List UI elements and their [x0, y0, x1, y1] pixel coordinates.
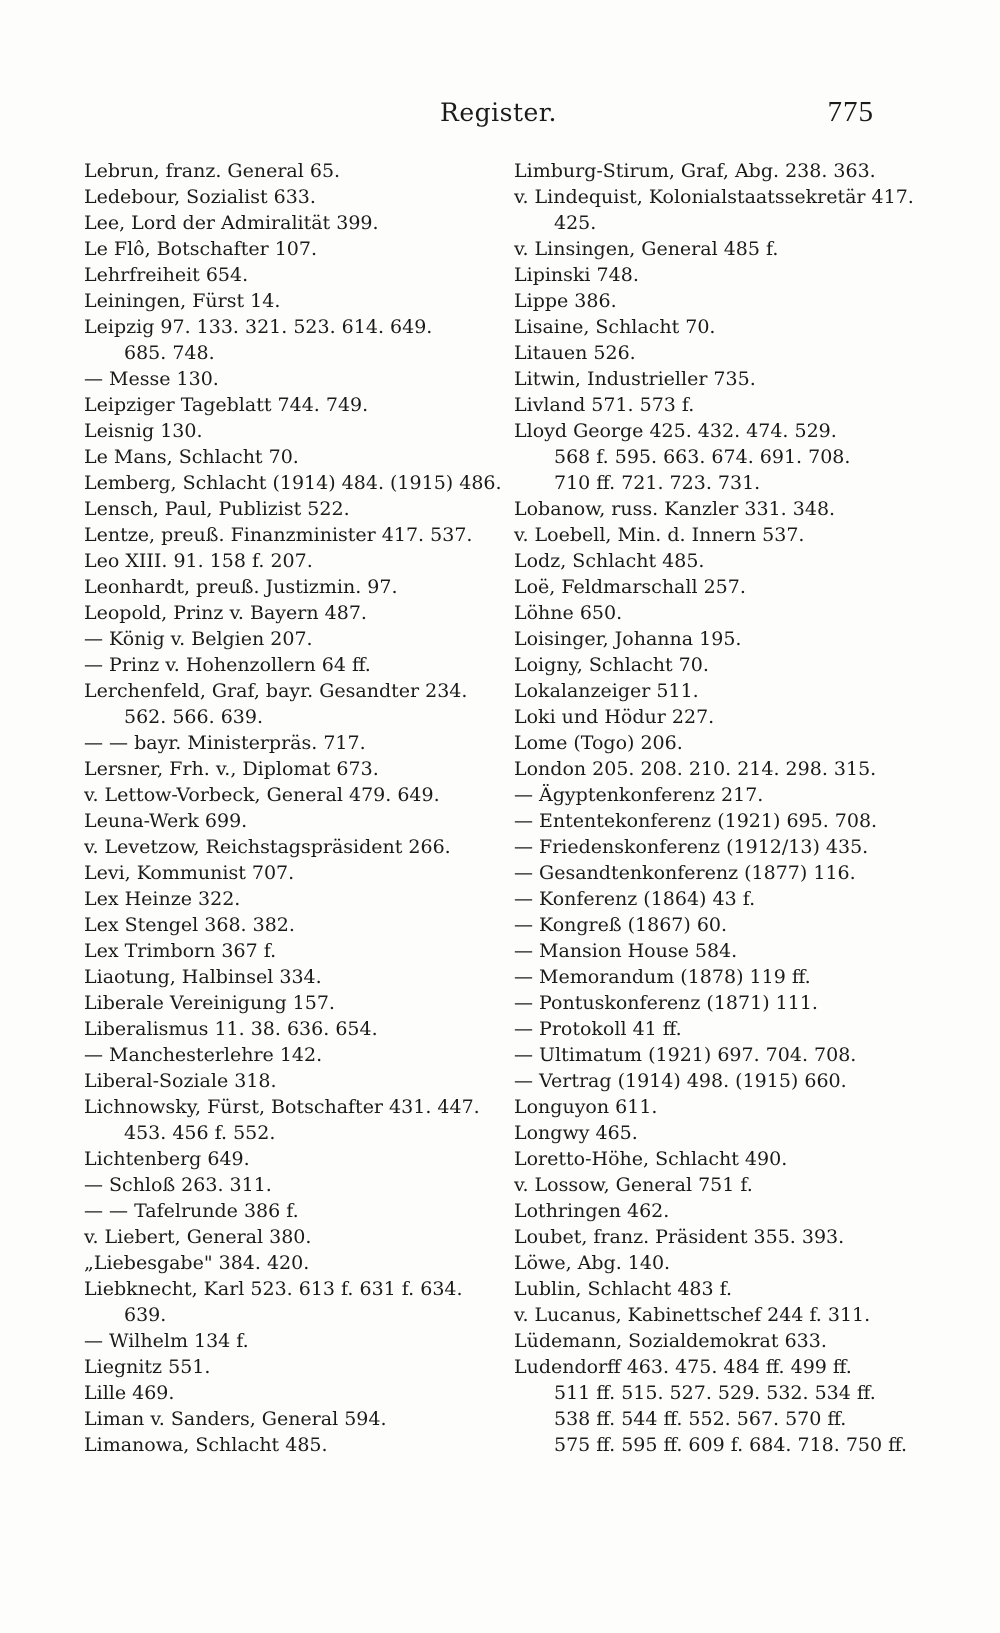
index-entry-text: Ledebour, Sozialist 633.	[84, 186, 316, 208]
index-entry	[514, 1042, 909, 1068]
index-entry-text: Levi, Kommunist 707.	[84, 862, 295, 884]
index-entry	[514, 652, 909, 678]
index-entry	[84, 808, 504, 834]
index-entry-text: — Vertrag (1914) 498. (1915) 660.	[514, 1070, 847, 1092]
index-entry	[514, 756, 909, 782]
index-entry	[84, 392, 504, 418]
index-entry	[84, 236, 504, 262]
index-entry-text: — Manchesterlehre 142.	[84, 1044, 323, 1066]
index-entry-continuation: 575 ff. 595 ff. 609 f. 684. 718. 750 ff.	[554, 1434, 908, 1456]
index-entry-text: Leuna-Werk 699.	[84, 810, 248, 832]
index-entry	[84, 314, 504, 366]
index-entry-text: Lille 469.	[84, 1382, 175, 1404]
index-entry-text: London 205. 208. 210. 214. 298. 315.	[514, 758, 877, 780]
index-entry	[514, 1172, 909, 1198]
index-entry-text: — Ägyptenkonferenz 217.	[514, 784, 764, 806]
index-entry-text: — Friedenskonferenz (1912/13) 435.	[514, 836, 869, 858]
index-entry	[514, 418, 909, 496]
index-entry-text: Lüdemann, Sozialdemokrat 633.	[514, 1330, 827, 1352]
index-entry	[84, 1354, 504, 1380]
index-entry-text: Loisinger, Johanna 195.	[514, 628, 742, 650]
index-entry-text: — Ententekonferenz (1921) 695. 708.	[514, 810, 878, 832]
index-entry-text: Lloyd George 425. 432. 474. 529.	[514, 420, 837, 442]
index-entry	[84, 678, 504, 730]
index-entry	[514, 678, 909, 704]
index-entry	[514, 730, 909, 756]
index-entry-continuation: 425.	[554, 212, 597, 234]
index-entry-text: v. Lossow, General 751 f.	[514, 1174, 753, 1196]
index-entry	[514, 886, 909, 912]
index-entry-text: Liberal-Soziale 318.	[84, 1070, 277, 1092]
index-entry	[514, 1276, 909, 1302]
index-entry-text: — Prinz v. Hohenzollern 64 ff.	[84, 654, 371, 676]
index-entry-text: Longuyon 611.	[514, 1096, 658, 1118]
index-entry	[514, 574, 909, 600]
index-entry-text: Lichtenberg 649.	[84, 1148, 250, 1170]
index-entry	[514, 912, 909, 938]
index-entry	[514, 236, 909, 262]
index-entry	[84, 626, 504, 652]
index-entry	[84, 522, 504, 548]
index-entry-text: Limanowa, Schlacht 485.	[84, 1434, 328, 1456]
index-entry-text: Loigny, Schlacht 70.	[514, 654, 709, 676]
index-entry	[514, 288, 909, 314]
index-entry	[84, 418, 504, 444]
index-entry	[84, 210, 504, 236]
index-entry-text: Lex Stengel 368. 382.	[84, 914, 295, 936]
index-entry-text: Lersner, Frh. v., Diplomat 673.	[84, 758, 379, 780]
index-entry	[514, 704, 909, 730]
index-entry	[84, 444, 504, 470]
index-entry-text: Leiningen, Fürst 14.	[84, 290, 281, 312]
index-entry-text: Liman v. Sanders, General 594.	[84, 1408, 387, 1430]
index-entry-text: Limburg-Stirum, Graf, Abg. 238. 363.	[514, 160, 876, 182]
index-entry	[84, 470, 504, 496]
index-entry-text: Lee, Lord der Admiralität 399.	[84, 212, 379, 234]
index-entry-text: Lippe 386.	[514, 290, 617, 312]
index-entry-text: Loretto-Höhe, Schlacht 490.	[514, 1148, 788, 1170]
index-entry	[84, 964, 504, 990]
index-entry-text: Ludendorff 463. 475. 484 ff. 499 ff.	[514, 1356, 852, 1378]
index-entry-text: Livland 571. 573 f.	[514, 394, 695, 416]
index-entry-text: — — bayr. Ministerpräs. 717.	[84, 732, 366, 754]
index-entry	[84, 782, 504, 808]
index-entry	[514, 366, 909, 392]
index-entry	[84, 1068, 504, 1094]
index-entry-text: Lokalanzeiger 511.	[514, 680, 699, 702]
index-entry	[514, 834, 909, 860]
index-entry	[514, 1016, 909, 1042]
index-entry	[514, 522, 909, 548]
index-entry-text: Löwe, Abg. 140.	[514, 1252, 671, 1274]
index-entry	[514, 1354, 909, 1458]
index-entry	[84, 1172, 504, 1198]
index-entry	[514, 1302, 909, 1328]
index-entry-continuation: 538 ff. 544 ff. 552. 567. 570 ff.	[554, 1408, 847, 1430]
index-entry-text: Liegnitz 551.	[84, 1356, 211, 1378]
index-entry-text: Lex Trimborn 367 f.	[84, 940, 277, 962]
index-entry	[514, 184, 914, 236]
index-entry-text: Liaotung, Halbinsel 334.	[84, 966, 322, 988]
index-entry-text: Lex Heinze 322.	[84, 888, 241, 910]
index-entry	[514, 1146, 909, 1172]
index-entry	[84, 834, 504, 860]
index-entry-text: — Kongreß (1867) 60.	[514, 914, 728, 936]
index-entry	[84, 184, 504, 210]
index-entry	[514, 1328, 909, 1354]
index-entry-text: Le Flô, Botschafter 107.	[84, 238, 318, 260]
index-entry	[84, 600, 504, 626]
index-entry	[514, 782, 909, 808]
index-entry	[84, 288, 504, 314]
index-entry-continuation: 685. 748.	[124, 342, 215, 364]
index-entry-text: Lehrfreiheit 654.	[84, 264, 249, 286]
index-entry-text: Lome (Togo) 206.	[514, 732, 683, 754]
index-entry-text: v. Lucanus, Kabinettschef 244 f. 311.	[514, 1304, 871, 1326]
index-entry-text: Löhne 650.	[514, 602, 623, 624]
index-entry-text: — Gesandtenkonferenz (1877) 116.	[514, 862, 856, 884]
index-entry	[84, 1406, 504, 1432]
index-entry	[84, 1224, 504, 1250]
index-entry	[84, 548, 504, 574]
index-entry-text: v. Liebert, General 380.	[84, 1226, 312, 1248]
index-entry	[514, 314, 909, 340]
index-entry	[514, 964, 909, 990]
index-entry-text: Litwin, Industrieller 735.	[514, 368, 756, 390]
index-entry	[84, 990, 504, 1016]
index-entry	[84, 1328, 504, 1354]
index-entry-continuation: 568 f. 595. 663. 674. 691. 708.	[554, 446, 851, 468]
index-entry	[84, 1094, 504, 1146]
index-entry-text: Liberalismus 11. 38. 636. 654.	[84, 1018, 378, 1040]
index-entry-text: Lipinski 748.	[514, 264, 639, 286]
index-entry	[84, 1380, 504, 1406]
index-entry	[84, 366, 504, 392]
index-entry-continuation: 639.	[124, 1304, 167, 1326]
index-entry-text: Longwy 465.	[514, 1122, 638, 1144]
index-entry	[514, 1198, 909, 1224]
index-entry-continuation: 710 ff. 721. 723. 731.	[554, 472, 761, 494]
index-entry-text: — Ultimatum (1921) 697. 704. 708.	[514, 1044, 857, 1066]
index-entry-continuation: 453. 456 f. 552.	[124, 1122, 276, 1144]
index-entry-text: Leopold, Prinz v. Bayern 487.	[84, 602, 367, 624]
index-entry-text: — König v. Belgien 207.	[84, 628, 313, 650]
index-entry-text: Litauen 526.	[514, 342, 636, 364]
index-entry-text: — Messe 130.	[84, 368, 219, 390]
index-entry	[84, 496, 504, 522]
index-entry	[84, 652, 504, 678]
index-entry-text: — Memorandum (1878) 119 ff.	[514, 966, 811, 988]
index-entry	[84, 1016, 504, 1042]
index-entry	[514, 548, 909, 574]
index-entry-text: — Wilhelm 134 f.	[84, 1330, 249, 1352]
page-header	[84, 98, 874, 138]
index-entry-text: Leipzig 97. 133. 321. 523. 614. 649.	[84, 316, 433, 338]
index-column-left	[84, 158, 504, 1458]
index-entry-text: v. Lindequist, Kolonialstaatssekretär 417.	[514, 186, 914, 208]
index-entry-text: Loki und Hödur 227.	[514, 706, 715, 728]
index-entry	[514, 860, 909, 886]
index-entry	[514, 808, 909, 834]
index-entry-text: Lemberg, Schlacht (1914) 484. (1915) 486.	[84, 472, 502, 494]
index-entry-text: Lensch, Paul, Publizist 522.	[84, 498, 350, 520]
index-entry-text: v. Levetzow, Reichstagspräsident 266.	[84, 836, 451, 858]
index-entry	[84, 262, 504, 288]
index-entry	[84, 912, 504, 938]
index-entry-text: Loubet, franz. Präsident 355. 393.	[514, 1226, 845, 1248]
index-entry	[514, 392, 909, 418]
index-entry	[84, 1146, 504, 1172]
index-entry	[514, 600, 909, 626]
index-entry	[84, 574, 504, 600]
index-entry-text: Lebrun, franz. General 65.	[84, 160, 341, 182]
index-entry-text: v. Loebell, Min. d. Innern 537.	[514, 524, 805, 546]
index-entry-text: „Liebesgabe" 384. 420.	[84, 1252, 310, 1274]
index-entry	[514, 1094, 909, 1120]
index-entry	[514, 1068, 909, 1094]
index-entry-continuation: 511 ff. 515. 527. 529. 532. 534 ff.	[554, 1382, 876, 1404]
index-entry-text: — Schloß 263. 311.	[84, 1174, 272, 1196]
index-entry-text: — Protokoll 41 ff.	[514, 1018, 682, 1040]
index-entry-text: Leo XIII. 91. 158 f. 207.	[84, 550, 313, 572]
index-entry	[84, 1198, 504, 1224]
index-entry-text: Loë, Feldmarschall 257.	[514, 576, 746, 598]
index-entry	[514, 1224, 909, 1250]
index-entry	[84, 1250, 504, 1276]
index-entry-text: — Mansion House 584.	[514, 940, 738, 962]
index-entry-text: Liberale Vereinigung 157.	[84, 992, 335, 1014]
index-entry	[514, 496, 909, 522]
index-entry	[514, 1250, 909, 1276]
index-entry-text: v. Lettow-Vorbeck, General 479. 649.	[84, 784, 440, 806]
index-entry-text: — Konferenz (1864) 43 f.	[514, 888, 756, 910]
index-entry-text: Lothringen 462.	[514, 1200, 670, 1222]
index-entry	[84, 938, 504, 964]
index-entry-text: Leonhardt, preuß. Justizmin. 97.	[84, 576, 398, 598]
index-entry-text: Le Mans, Schlacht 70.	[84, 446, 299, 468]
index-entry-text: Lentze, preuß. Finanzminister 417. 537.	[84, 524, 473, 546]
index-entry-text: Lobanow, russ. Kanzler 331. 348.	[514, 498, 836, 520]
index-entry	[514, 262, 909, 288]
index-entry	[84, 1042, 504, 1068]
index-entry-continuation: 562. 566. 639.	[124, 706, 263, 728]
index-entry	[514, 158, 909, 184]
index-entry-text: Leipziger Tageblatt 744. 749.	[84, 394, 369, 416]
index-entry	[514, 340, 909, 366]
index-entry	[84, 1276, 504, 1328]
running-head: Register.	[440, 98, 557, 127]
index-entry-text: Lodz, Schlacht 485.	[514, 550, 705, 572]
index-entry-text: Liebknecht, Karl 523. 613 f. 631 f. 634.	[84, 1278, 463, 1300]
index-entry	[84, 756, 504, 782]
index-column-right	[514, 158, 914, 1458]
index-entry	[514, 1120, 909, 1146]
index-entry-text: — — Tafelrunde 386 f.	[84, 1200, 299, 1222]
index-entry	[514, 990, 909, 1016]
index-entry	[84, 1432, 504, 1458]
index-entry	[84, 886, 504, 912]
index-entry-text: — Pontuskonferenz (1871) 111.	[514, 992, 818, 1014]
index-entry	[514, 626, 909, 652]
index-entry	[84, 158, 504, 184]
index-entry-text: Lichnowsky, Fürst, Botschafter 431. 447.	[84, 1096, 480, 1118]
index-entry-text: Lisaine, Schlacht 70.	[514, 316, 716, 338]
index-entry	[84, 730, 504, 756]
page-number: 775	[827, 96, 874, 128]
index-entry-text: Leisnig 130.	[84, 420, 203, 442]
index-entry-text: Lerchenfeld, Graf, bayr. Gesandter 234.	[84, 680, 468, 702]
index-entry	[514, 938, 909, 964]
index-entry	[84, 860, 504, 886]
index-entry-text: Lublin, Schlacht 483 f.	[514, 1278, 733, 1300]
index-entry-text: v. Linsingen, General 485 f.	[514, 238, 779, 260]
